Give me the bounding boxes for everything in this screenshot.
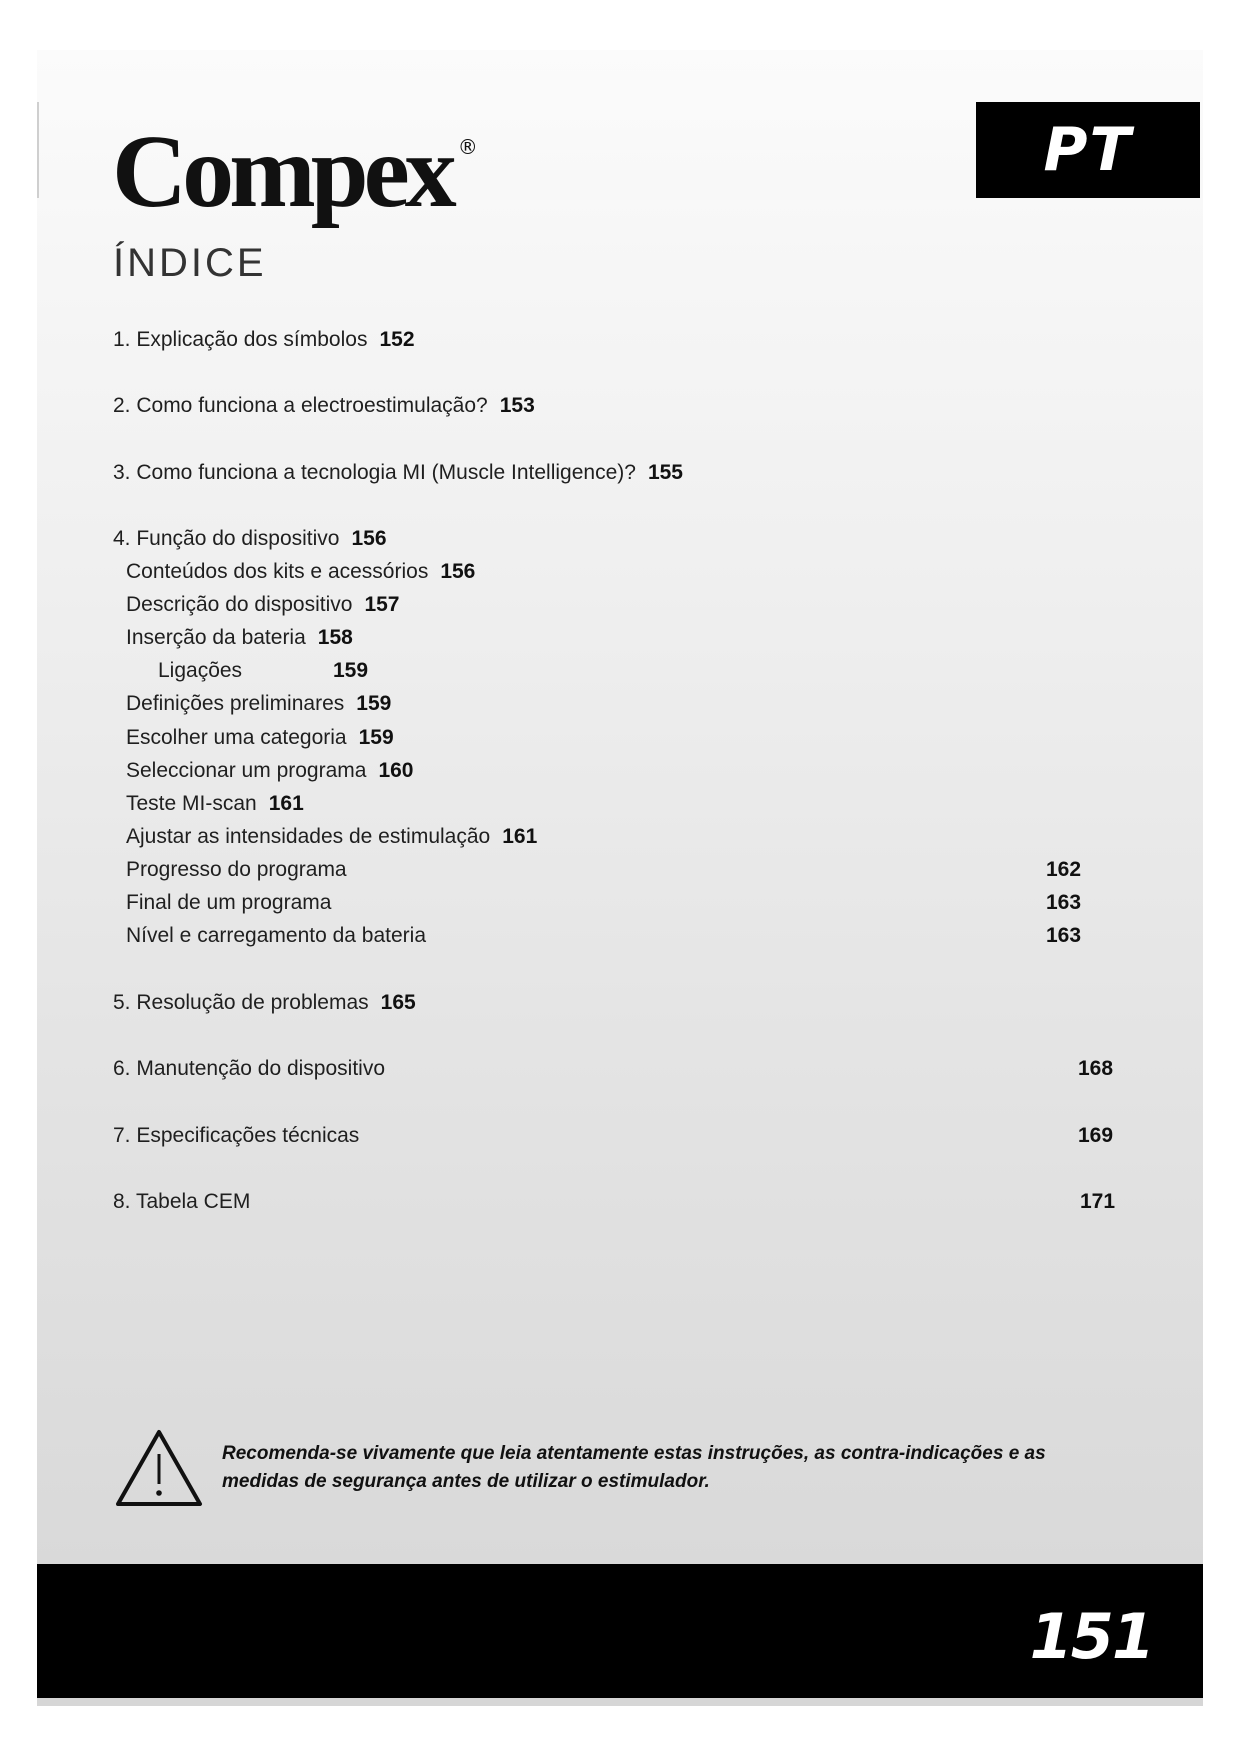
toc-label: Progresso do programa [126,858,347,881]
toc-label: Definições preliminares [126,692,345,715]
toc-entry-2[interactable] [113,393,535,419]
toc-subentry-connections[interactable] [158,658,242,684]
toc-label: Ajustar as intensidades de estimulação [126,825,491,848]
toc-label: Escolher uma categoria [126,726,347,749]
toc-page: 157 [364,593,400,616]
toc-page: 171 [1080,1190,1116,1213]
toc-entry-8[interactable] [113,1189,250,1215]
page-edge-divider [37,102,39,198]
toc-label: 7. Especificações técnicas [113,1124,360,1147]
toc-subentry-preliminary-settings[interactable] [126,691,391,717]
toc-label: 5. Resolução de problemas [113,991,369,1014]
registered-mark: ® [457,135,478,159]
toc-subentry-mi-scan-test[interactable] [126,791,304,817]
language-code: PT [1043,115,1133,185]
toc-page: 161 [268,792,304,815]
toc-label: Nível e carregamento da bateria [126,924,426,947]
toc-page: 168 [1078,1057,1114,1080]
toc-subentry-kits[interactable] [126,559,475,585]
language-badge [976,102,1200,198]
toc-label: Ligações [158,659,243,682]
toc-page: 159 [358,726,394,749]
toc-label: Final de um programa [126,891,332,914]
toc-subentry-battery-insertion[interactable] [126,625,353,651]
toc-entry-7[interactable] [113,1123,359,1149]
toc-label: Descrição do dispositivo [126,593,353,616]
toc-label: 4. Função do dispositivo [113,527,340,550]
toc-page: 163 [1046,891,1082,914]
toc-page: 160 [378,759,414,782]
page-title: ÍNDICE [113,241,267,285]
toc-subentry-end-of-program[interactable] [126,890,331,916]
toc-page: 159 [333,659,369,682]
toc-page: 165 [380,991,416,1014]
toc-label: 8. Tabela CEM [113,1190,251,1213]
toc-entry-4[interactable] [113,526,387,552]
toc-entry-6[interactable] [113,1056,385,1082]
toc-label: 1. Explicação dos símbolos [113,328,368,351]
toc-page: 155 [647,461,683,484]
toc-label: Inserção da bateria [126,626,306,649]
toc-page: 156 [440,560,476,583]
toc-subentry-device-description[interactable] [126,592,399,618]
toc-subentry-battery-level[interactable] [126,923,426,949]
toc-page: 169 [1078,1124,1114,1147]
toc-label: Conteúdos dos kits e acessórios [126,560,429,583]
toc-page: 161 [502,825,538,848]
toc-subentry-program-progress[interactable] [126,857,347,883]
warning-triangle-icon [114,1428,204,1508]
toc-page: 162 [1046,858,1082,881]
footer-bar [37,1564,1203,1698]
toc-subentry-adjust-intensities[interactable] [126,824,537,850]
toc-label: 6. Manutenção do dispositivo [113,1057,386,1080]
toc-label: Teste MI-scan [126,792,257,815]
toc-label: 3. Como funciona a tecnologia MI (Muscle Intelligence)? [113,461,636,484]
toc-page: 158 [317,626,353,649]
toc-page: 152 [379,328,415,351]
toc-label: Seleccionar um programa [126,759,367,782]
toc-entry-1[interactable] [113,327,415,353]
brand-name: Compex [112,114,452,229]
toc-entry-3[interactable] [113,460,683,486]
page-number: 151 [1029,1600,1153,1673]
toc-page: 159 [356,692,392,715]
toc-page: 163 [1046,924,1082,947]
toc-subentry-choose-category[interactable] [126,725,394,751]
toc-entry-5[interactable] [113,990,416,1016]
toc-page: 153 [499,394,535,417]
toc-label: 2. Como funciona a electroestimulação? [113,394,488,417]
compex-logo [112,92,478,229]
toc-subentry-select-program[interactable] [126,758,414,784]
safety-warning-text: Recomenda-se vivamente que leia atentamente estas instruções, as contra-indicações e as medidas de segurança antes de utilizar o estimulador. [222,1443,1046,1492]
toc-page: 156 [351,527,387,550]
